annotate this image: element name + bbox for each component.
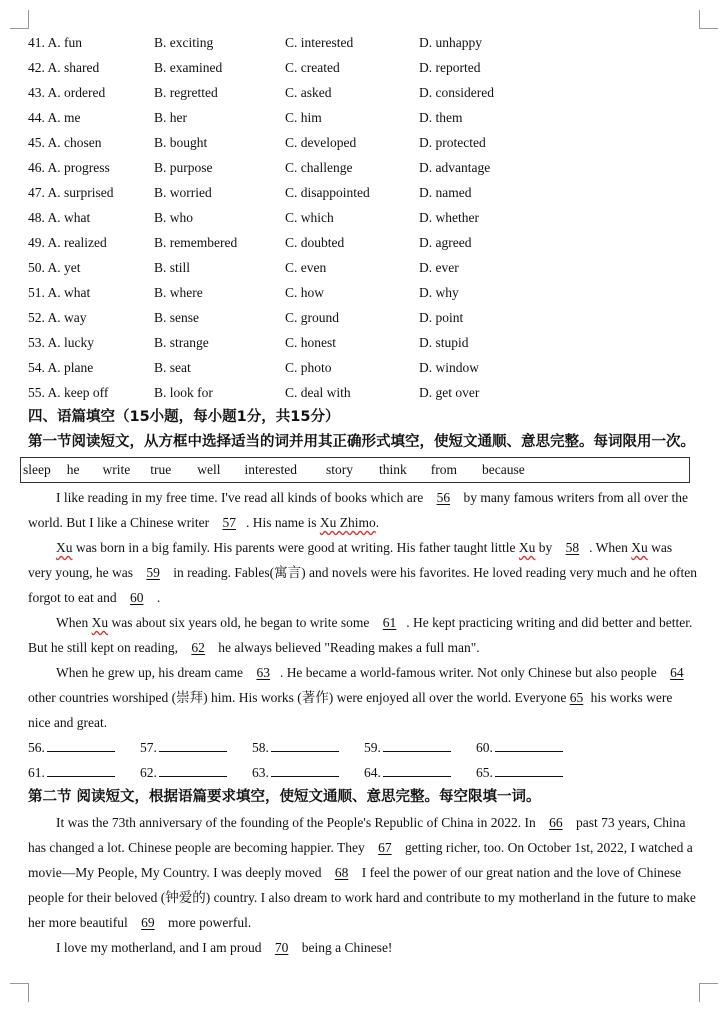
option-list <box>28 30 698 405</box>
p5-text-c: getting richer, too. On October 1st, 2022, I watched a movie—My People, My Country. I was deeply moved <box>28 840 693 880</box>
option-a <box>28 280 90 305</box>
p2-text-a: was born in a big family. His parents were good at writing. His father taught little <box>72 540 519 555</box>
option-c: C. honest <box>285 335 337 350</box>
p6-text-b: being a Chinese! <box>301 940 393 955</box>
option-row <box>28 105 698 130</box>
question-number: 47. <box>28 185 45 200</box>
option-d: D. stupid <box>419 335 469 350</box>
answer-number: 60. <box>476 740 493 755</box>
option-d: D. whether <box>419 210 479 225</box>
paragraph-1 <box>28 485 698 535</box>
answer-line[interactable] <box>159 737 227 752</box>
answer-row-2 <box>28 760 698 785</box>
corner-mark-bottom-left <box>10 983 29 1002</box>
option-b: B. worried <box>154 185 212 200</box>
blank-59[interactable]: 59 <box>146 565 160 580</box>
option-d: D. considered <box>419 85 494 100</box>
p2-text-d: was very young, he was <box>28 540 673 580</box>
p5-text-d: I feel the power of our great nation and the love of Chinese people for their beloved (钟爱的) country. I also dream to work hard and contribute to my motherland in the future to make her more beautiful <box>28 865 696 930</box>
option-b: B. her <box>154 110 187 125</box>
option-row <box>28 330 698 355</box>
option-d: D. advantage <box>419 160 491 175</box>
option-a <box>28 255 81 280</box>
option-a-text: A. what <box>47 210 91 225</box>
word-box-item: sleep <box>23 462 51 477</box>
option-b: B. purpose <box>154 160 213 175</box>
option-c: C. interested <box>285 35 354 50</box>
name-xu: Xu <box>518 540 536 555</box>
question-number: 50. <box>28 260 45 275</box>
option-a-text: A. plane <box>47 360 94 375</box>
answer-line[interactable] <box>383 737 451 752</box>
option-a-text: A. keep off <box>47 385 109 400</box>
question-number: 48. <box>28 210 45 225</box>
option-b: B. strange <box>154 335 209 350</box>
option-a-text: A. realized <box>47 235 107 250</box>
paragraph-5 <box>28 810 698 935</box>
option-c: C. created <box>285 60 340 75</box>
option-row <box>28 255 698 280</box>
option-a <box>28 30 82 55</box>
answer-slot[interactable] <box>252 760 339 785</box>
option-a-text: A. surprised <box>47 185 114 200</box>
option-c: C. challenge <box>285 160 353 175</box>
word-box-item: from <box>430 462 457 477</box>
word-box-item: well <box>197 462 221 477</box>
blank-65[interactable]: 65 <box>569 690 584 705</box>
answer-number: 65. <box>476 765 493 780</box>
word-box-item: because <box>482 462 525 477</box>
option-d: D. them <box>419 110 463 125</box>
name-xu: Xu <box>91 615 109 630</box>
option-a-text: A. me <box>47 110 81 125</box>
question-number: 44. <box>28 110 45 125</box>
word-box-item: true <box>150 462 172 477</box>
blank-63[interactable]: 63 <box>256 665 270 680</box>
option-b: B. seat <box>154 360 191 375</box>
question-number: 53. <box>28 335 45 350</box>
p2-text-c: . When <box>589 540 632 555</box>
option-row <box>28 180 698 205</box>
blank-61[interactable]: 61 <box>382 615 397 630</box>
answer-number: 56. <box>28 740 45 755</box>
answer-line[interactable] <box>383 762 451 777</box>
option-row <box>28 380 698 405</box>
corner-mark-top-right <box>699 10 718 29</box>
option-c: C. developed <box>285 135 357 150</box>
answer-line[interactable] <box>271 737 339 752</box>
option-c: C. even <box>285 260 327 275</box>
question-number: 51. <box>28 285 45 300</box>
option-b: B. sense <box>154 310 199 325</box>
option-d: D. agreed <box>419 235 472 250</box>
p2-text-b: by <box>535 540 553 555</box>
answer-number: 61. <box>28 765 45 780</box>
answer-number: 64. <box>364 765 381 780</box>
answer-line[interactable] <box>271 762 339 777</box>
answer-number: 59. <box>364 740 381 755</box>
option-b: B. regretted <box>154 85 218 100</box>
option-b: B. where <box>154 285 203 300</box>
option-a-text: A. lucky <box>47 335 95 350</box>
option-b: B. examined <box>154 60 223 75</box>
word-box <box>20 457 690 483</box>
option-d: D. window <box>419 360 479 375</box>
blank-64[interactable]: 64 <box>670 665 684 680</box>
option-d: D. protected <box>419 135 486 150</box>
question-number: 43. <box>28 85 45 100</box>
paragraph-4 <box>28 660 698 735</box>
blank-62[interactable]: 62 <box>191 640 205 655</box>
p2-text-e: in reading. Fables(寓言) and novels were his favorites. He loved reading very much and he often forgot to eat and <box>28 565 697 605</box>
word-box-item: think <box>378 462 407 477</box>
answer-number: 58. <box>252 740 269 755</box>
option-a <box>28 305 87 330</box>
option-row <box>28 30 698 55</box>
question-number: 45. <box>28 135 45 150</box>
paragraph-2 <box>28 535 698 610</box>
writer-name: Xu Zhimo <box>319 515 376 530</box>
p1-text-d: . <box>375 515 380 530</box>
option-d: D. reported <box>419 60 481 75</box>
answer-number: 63. <box>252 765 269 780</box>
corner-mark-bottom-right <box>699 983 718 1002</box>
option-row <box>28 55 698 80</box>
option-c: C. which <box>285 210 334 225</box>
blank-58[interactable]: 58 <box>565 540 580 555</box>
option-b: B. bought <box>154 135 208 150</box>
option-a-text: A. way <box>47 310 87 325</box>
p3-text-d: he always believed "Reading makes a full man". <box>218 640 480 655</box>
p4-text-a: When he grew up, his dream came <box>56 665 244 680</box>
answer-slot[interactable] <box>364 735 451 760</box>
section-four-title: 四、语篇填空（15小题，每小题1分，共15分） <box>28 409 340 425</box>
answer-number: 62. <box>140 765 157 780</box>
answer-slot[interactable] <box>476 760 563 785</box>
option-row <box>28 205 698 230</box>
option-row <box>28 230 698 255</box>
blank-68[interactable]: 68 <box>334 865 349 880</box>
blank-67[interactable]: 67 <box>378 840 392 855</box>
question-number: 42. <box>28 60 45 75</box>
option-a <box>28 355 93 380</box>
option-b: B. who <box>154 210 194 225</box>
answer-line[interactable] <box>159 762 227 777</box>
p4-text-c: other countries worshiped (崇拜) him. His works (著作) were enjoyed all over the world. Everyone <box>28 690 567 705</box>
word-box-item: he <box>66 462 80 477</box>
option-a <box>28 105 81 130</box>
p4-text-b: . He became a world-famous writer. Not only Chinese but also people <box>279 665 657 680</box>
answer-line[interactable] <box>495 762 563 777</box>
option-c: C. photo <box>285 360 332 375</box>
option-d: D. named <box>419 185 472 200</box>
answer-slot[interactable] <box>28 735 115 760</box>
question-number: 49. <box>28 235 45 250</box>
p4-text-d: his works were nice and great. <box>28 690 673 730</box>
option-a <box>28 55 99 80</box>
answer-line[interactable] <box>47 737 115 752</box>
answer-slot[interactable] <box>364 760 451 785</box>
option-c: C. disappointed <box>285 185 370 200</box>
option-c: C. deal with <box>285 385 351 400</box>
option-a-text: A. fun <box>47 35 83 50</box>
option-b: B. remembered <box>154 235 238 250</box>
word-box-item: interested <box>244 462 297 477</box>
exam-page <box>23 30 698 960</box>
option-a-text: A. chosen <box>47 135 102 150</box>
option-b: B. exciting <box>154 35 214 50</box>
option-a-text: A. progress <box>47 160 110 175</box>
p1-text-b: by many famous writers from all over the world. But I like a Chinese writer <box>28 490 689 530</box>
option-row <box>28 80 698 105</box>
paragraph-3 <box>28 610 698 660</box>
option-a-text: A. what <box>47 285 91 300</box>
question-number: 52. <box>28 310 45 325</box>
answer-line[interactable] <box>495 737 563 752</box>
option-a <box>28 330 94 355</box>
option-a-text: A. yet <box>47 260 81 275</box>
option-c: C. asked <box>285 85 332 100</box>
part-two-instruction: 第二节 阅读短文，根据语篇要求填空，使短文通顺、意思完整。每空限填一词。 <box>28 789 541 805</box>
answer-row-1 <box>28 735 698 760</box>
question-number: 41. <box>28 35 45 50</box>
blank-57[interactable]: 57 <box>222 515 236 530</box>
p3-text-a: When <box>56 615 92 630</box>
word-box-item: write <box>102 462 131 477</box>
answer-slot[interactable] <box>252 735 339 760</box>
blank-70[interactable]: 70 <box>274 940 289 955</box>
p5-text-e: more powerful. <box>167 915 252 930</box>
answer-slot[interactable] <box>140 760 227 785</box>
option-a <box>28 230 107 255</box>
name-xu: Xu <box>631 540 648 555</box>
question-number: 55. <box>28 385 45 400</box>
p3-text-c: . He kept practicing writing and did better and better. But he still kept on reading, <box>28 615 693 655</box>
option-row <box>28 155 698 180</box>
option-d: D. why <box>419 285 459 300</box>
paragraph-6 <box>28 935 698 960</box>
option-row <box>28 280 698 305</box>
option-a <box>28 380 108 405</box>
option-b: B. look for <box>154 385 213 400</box>
option-b: B. still <box>154 260 191 275</box>
p5-text-b: past 73 years, China has changed a lot. Chinese people are becoming happier. They <box>28 815 686 855</box>
answer-slot[interactable] <box>140 735 227 760</box>
option-row <box>28 130 698 155</box>
part-one-instruction: 第一节阅读短文，从方框中选择适当的词并用其正确形式填空，使短文通顺、意思完整。每词限用一次。 <box>28 434 695 450</box>
option-c: C. him <box>285 110 322 125</box>
option-d: D. ever <box>419 260 459 275</box>
option-row <box>28 355 698 380</box>
option-row <box>28 305 698 330</box>
option-a <box>28 155 110 180</box>
option-a <box>28 80 105 105</box>
p2-text-f: . <box>156 590 161 605</box>
answer-number: 57. <box>140 740 157 755</box>
blank-66[interactable]: 66 <box>549 815 563 830</box>
option-a <box>28 205 90 230</box>
answer-slot[interactable] <box>476 735 563 760</box>
p1-text-c: . His name is <box>245 515 320 530</box>
option-a <box>28 180 114 205</box>
question-number: 54. <box>28 360 45 375</box>
blank-69[interactable]: 69 <box>141 915 155 930</box>
p5-text-a: It was the 73th anniversary of the founding of the People's Republic of China in 2022. In <box>56 815 536 830</box>
option-a <box>28 130 102 155</box>
blank-60[interactable]: 60 <box>129 590 144 605</box>
option-c: C. doubted <box>285 235 345 250</box>
p6-text-a: I love my motherland, and I am proud <box>56 940 262 955</box>
option-d: D. get over <box>419 385 480 400</box>
option-a-text: A. ordered <box>47 85 106 100</box>
option-d: D. point <box>419 310 464 325</box>
option-c: C. how <box>285 285 325 300</box>
option-a-text: A. shared <box>47 60 100 75</box>
option-d: D. unhappy <box>419 35 482 50</box>
name-xu: Xu <box>56 540 73 555</box>
option-c: C. ground <box>285 310 339 325</box>
p3-text-b: was about six years old, he began to write some <box>108 615 370 630</box>
corner-mark-top-left <box>10 10 29 29</box>
answer-slot[interactable] <box>28 760 115 785</box>
question-number: 46. <box>28 160 45 175</box>
p1-text-a: I like reading in my free time. I've read all kinds of books which are <box>56 490 424 505</box>
blank-56[interactable]: 56 <box>436 490 451 505</box>
answer-line[interactable] <box>47 762 115 777</box>
word-box-item: story <box>325 462 353 477</box>
